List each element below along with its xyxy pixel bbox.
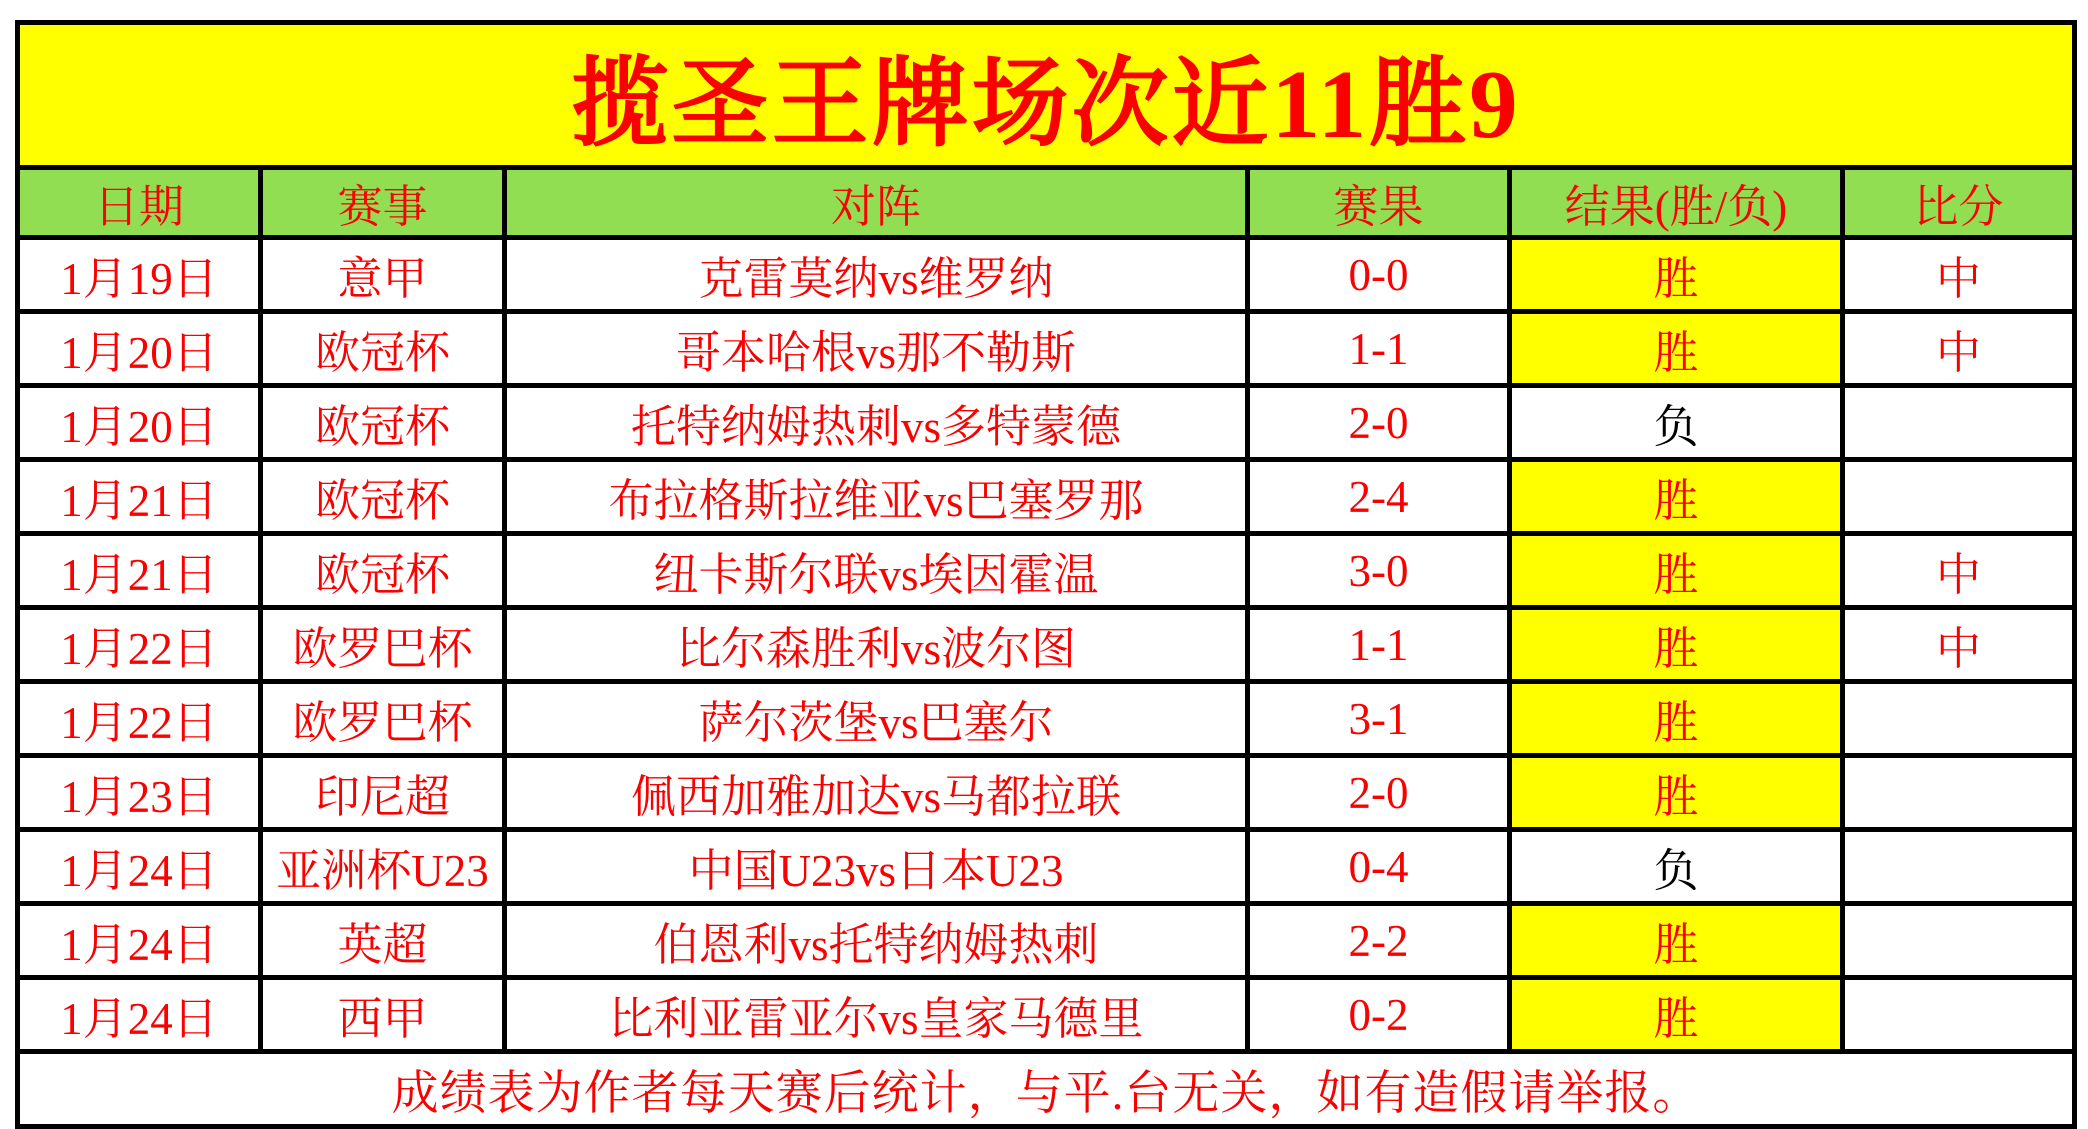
column-header-result: 结果(胜/负) [1510, 168, 1843, 238]
score-cell: 0-2 [1248, 978, 1510, 1052]
title-row [18, 23, 2075, 168]
table-row [18, 904, 2075, 978]
match-cell: 布拉格斯拉维亚vs巴塞罗那 [505, 460, 1248, 534]
hit-cell [1843, 978, 2075, 1052]
match-cell: 比尔森胜利vs波尔图 [505, 608, 1248, 682]
match-cell: 中国U23vs日本U23 [505, 830, 1248, 904]
column-header-date: 日期 [18, 168, 261, 238]
hit-cell [1843, 386, 2075, 460]
result-cell: 负 [1510, 830, 1843, 904]
hit-cell [1843, 460, 2075, 534]
table-row [18, 460, 2075, 534]
league-cell: 欧冠杯 [261, 312, 505, 386]
column-header-match: 对阵 [505, 168, 1248, 238]
date-cell: 1月23日 [18, 756, 261, 830]
match-cell: 托特纳姆热刺vs多特蒙德 [505, 386, 1248, 460]
date-cell: 1月20日 [18, 312, 261, 386]
league-cell: 欧冠杯 [261, 534, 505, 608]
score-cell: 2-0 [1248, 386, 1510, 460]
table-row [18, 978, 2075, 1052]
league-cell: 欧罗巴杯 [261, 682, 505, 756]
table-row [18, 756, 2075, 830]
date-cell: 1月24日 [18, 904, 261, 978]
date-cell: 1月19日 [18, 238, 261, 312]
date-cell: 1月20日 [18, 386, 261, 460]
header-row [18, 168, 2075, 238]
result-cell: 胜 [1510, 238, 1843, 312]
match-cell: 克雷莫纳vs维罗纳 [505, 238, 1248, 312]
score-cell: 1-1 [1248, 608, 1510, 682]
score-cell: 2-0 [1248, 756, 1510, 830]
score-cell: 2-4 [1248, 460, 1510, 534]
league-cell: 英超 [261, 904, 505, 978]
table-footer-note: 成绩表为作者每天赛后统计，与平.台无关，如有造假请举报。 [18, 1052, 2075, 1127]
hit-cell [1843, 682, 2075, 756]
table-row [18, 312, 2075, 386]
match-cell: 佩西加雅加达vs马都拉联 [505, 756, 1248, 830]
hit-cell [1843, 830, 2075, 904]
match-cell: 纽卡斯尔联vs埃因霍温 [505, 534, 1248, 608]
result-cell: 胜 [1510, 534, 1843, 608]
date-cell: 1月24日 [18, 978, 261, 1052]
date-cell: 1月22日 [18, 608, 261, 682]
table-row [18, 830, 2075, 904]
result-cell: 胜 [1510, 460, 1843, 534]
page-title: 揽圣王牌场次近11胜9 [18, 23, 2075, 168]
column-header-league: 赛事 [261, 168, 505, 238]
column-header-score: 赛果 [1248, 168, 1510, 238]
result-cell: 胜 [1510, 608, 1843, 682]
result-cell: 胜 [1510, 312, 1843, 386]
score-cell: 0-0 [1248, 238, 1510, 312]
league-cell: 西甲 [261, 978, 505, 1052]
result-cell: 胜 [1510, 682, 1843, 756]
hit-cell: 中 [1843, 608, 2075, 682]
league-cell: 意甲 [261, 238, 505, 312]
date-cell: 1月21日 [18, 460, 261, 534]
league-cell: 印尼超 [261, 756, 505, 830]
table-row [18, 386, 2075, 460]
match-cell: 比利亚雷亚尔vs皇家马德里 [505, 978, 1248, 1052]
score-cell: 3-1 [1248, 682, 1510, 756]
footer-row [18, 1052, 2075, 1127]
league-cell: 欧冠杯 [261, 460, 505, 534]
table-row [18, 608, 2075, 682]
league-cell: 欧罗巴杯 [261, 608, 505, 682]
score-cell: 0-4 [1248, 830, 1510, 904]
hit-cell: 中 [1843, 312, 2075, 386]
score-cell: 3-0 [1248, 534, 1510, 608]
hit-cell: 中 [1843, 238, 2075, 312]
hit-cell: 中 [1843, 534, 2075, 608]
match-cell: 伯恩利vs托特纳姆热刺 [505, 904, 1248, 978]
table-row [18, 534, 2075, 608]
score-cell: 1-1 [1248, 312, 1510, 386]
table-row [18, 682, 2075, 756]
result-cell: 胜 [1510, 978, 1843, 1052]
league-cell: 欧冠杯 [261, 386, 505, 460]
results-table-body [18, 238, 2075, 1052]
table-row [18, 238, 2075, 312]
hit-cell [1843, 756, 2075, 830]
league-cell: 亚洲杯U23 [261, 830, 505, 904]
results-table [15, 20, 2077, 1129]
column-header-hit: 比分 [1843, 168, 2075, 238]
date-cell: 1月24日 [18, 830, 261, 904]
score-cell: 2-2 [1248, 904, 1510, 978]
result-cell: 胜 [1510, 904, 1843, 978]
date-cell: 1月22日 [18, 682, 261, 756]
hit-cell [1843, 904, 2075, 978]
match-cell: 哥本哈根vs那不勒斯 [505, 312, 1248, 386]
match-cell: 萨尔茨堡vs巴塞尔 [505, 682, 1248, 756]
date-cell: 1月21日 [18, 534, 261, 608]
result-cell: 胜 [1510, 756, 1843, 830]
result-cell: 负 [1510, 386, 1843, 460]
